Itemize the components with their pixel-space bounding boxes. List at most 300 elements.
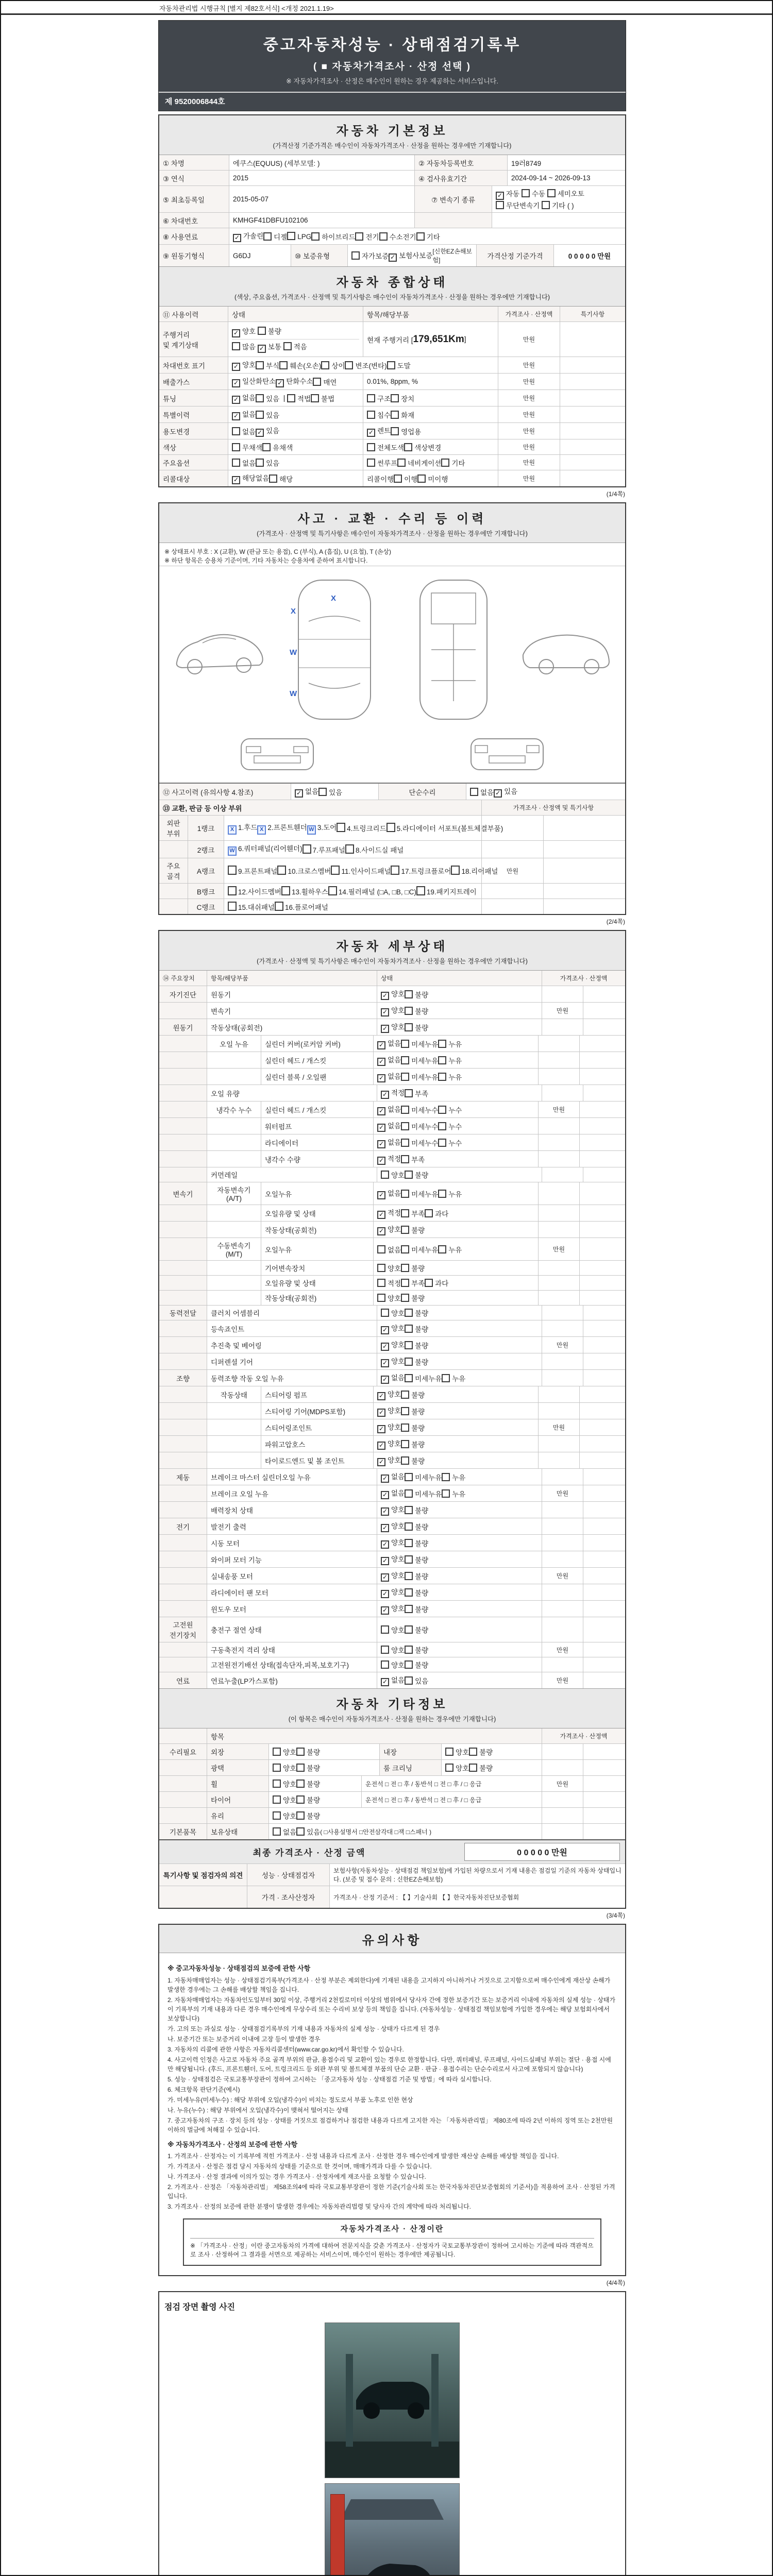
checkbox-checked[interactable] (381, 1606, 389, 1615)
checkbox-checked[interactable] (377, 1058, 385, 1066)
checkbox-checked[interactable] (381, 1678, 389, 1686)
연료누출(LP가스포함)-option[interactable]: ✓ 없음 (381, 1674, 405, 1686)
fuel-option[interactable]: 디젤 (263, 231, 287, 242)
checkbox-checked[interactable] (381, 1008, 389, 1016)
오일유량 및 상태-option[interactable]: 부족 (401, 1208, 425, 1218)
checkbox-checked[interactable] (381, 1524, 389, 1532)
mileage-option[interactable]: 불량 (258, 328, 281, 335)
checkbox-unchecked[interactable] (438, 1190, 446, 1198)
튜닝-option[interactable]: 장치 (391, 393, 414, 403)
checkbox-unchecked[interactable] (441, 459, 449, 467)
checkbox-unchecked[interactable] (367, 459, 375, 467)
checkbox-unchecked[interactable] (401, 1407, 409, 1415)
checkbox-unchecked[interactable] (425, 1279, 433, 1287)
checkbox-unchecked[interactable] (401, 1245, 409, 1253)
checkbox-unchecked[interactable] (401, 1440, 409, 1448)
checkbox-unchecked[interactable] (401, 1073, 409, 1081)
basic-option[interactable]: 있음 (296, 1826, 320, 1837)
checkbox-unchecked[interactable] (391, 394, 399, 402)
색상-option[interactable]: 무채색 (232, 442, 262, 452)
실린더 블록 / 오일팬-option[interactable]: ✓ 없음 (377, 1071, 401, 1082)
브레이크 마스터 실린더오일 누유-option[interactable]: ✓ 없음 (381, 1471, 405, 1483)
유리-option[interactable]: 양호 (273, 1810, 296, 1821)
리콜대상-option[interactable]: 이행 (394, 473, 417, 484)
차대번호 표기-option[interactable]: 변조(변타) (345, 360, 386, 370)
타이로드엔드 및 볼 조인트-option[interactable]: ✓ 양호 (377, 1454, 401, 1466)
checkbox-unchecked[interactable] (351, 251, 360, 260)
충전구 절연 상태-option[interactable]: 불량 (405, 1624, 428, 1635)
변속기-option[interactable]: ✓ 양호 (381, 1005, 405, 1016)
checkbox-unchecked[interactable] (401, 1040, 409, 1048)
checkbox-checked[interactable] (381, 1359, 389, 1367)
내장-option[interactable]: 양호 (445, 1747, 469, 1757)
checkbox-checked[interactable] (232, 379, 240, 387)
checkbox-checked[interactable] (381, 1343, 389, 1351)
발전기 출력-option[interactable]: ✓ 양호 (381, 1520, 405, 1532)
실내송풍 모터-option[interactable]: 불량 (405, 1571, 428, 1581)
checkbox-unchecked[interactable] (425, 1209, 433, 1217)
checkbox-unchecked[interactable] (496, 201, 504, 209)
윈도우 모터-option[interactable]: ✓ 양호 (381, 1603, 405, 1615)
mark-box-x[interactable]: X (257, 825, 266, 835)
checkbox-unchecked[interactable] (445, 1764, 453, 1772)
checkbox-unchecked[interactable] (256, 394, 264, 402)
checkbox-checked[interactable] (377, 1124, 385, 1132)
냉각수 수량-option[interactable]: 부족 (401, 1154, 425, 1164)
mark-box-empty[interactable] (228, 866, 237, 875)
주요옵션-option[interactable]: 없음 (232, 457, 256, 468)
checkbox-unchecked[interactable] (296, 1795, 305, 1804)
checkbox-unchecked[interactable] (377, 1245, 385, 1253)
고전원전기배선 상태(접속단자,피복,보호기구)-option[interactable]: 양호 (381, 1659, 405, 1670)
와이퍼 모터 기능-option[interactable]: 불량 (405, 1554, 428, 1565)
라디에이터-option[interactable]: 누수 (438, 1138, 462, 1148)
튜닝-option[interactable]: 불법 (311, 393, 334, 403)
브레이크 마스터 실린더오일 누유-option[interactable]: 미세누유 (405, 1472, 442, 1482)
checkbox-checked[interactable] (381, 1507, 389, 1516)
transmission-option[interactable]: 무단변속기 (496, 202, 540, 210)
checkbox-checked[interactable] (381, 1091, 389, 1099)
윈도우 모터-option[interactable]: 불량 (405, 1604, 428, 1614)
타이어-option[interactable]: 양호 (273, 1794, 296, 1805)
checkbox-unchecked[interactable] (405, 1646, 413, 1654)
커먼레일-option[interactable]: 불량 (405, 1170, 428, 1180)
연료누출(LP가스포함)-option[interactable]: 있음 (405, 1675, 428, 1686)
checkbox-unchecked[interactable] (377, 1279, 385, 1287)
차대번호 표기-option[interactable]: 부식 (256, 360, 279, 370)
checkbox-checked[interactable] (377, 1107, 385, 1115)
checkbox-unchecked[interactable] (313, 378, 321, 386)
동력조향 작동 오일 누유-option[interactable]: 누유 (442, 1373, 465, 1383)
mark-box-empty[interactable] (386, 823, 395, 832)
배력장치 상태-option[interactable]: 불량 (405, 1505, 428, 1515)
특별이력-option[interactable]: 화재 (391, 410, 414, 420)
checkbox-unchecked[interactable] (321, 361, 329, 369)
checkbox-unchecked[interactable] (405, 1625, 413, 1634)
작동상태(공회전)-option[interactable]: ✓ 양호 (381, 1021, 405, 1033)
튜닝-option[interactable]: 구조 (367, 393, 391, 403)
checkbox-checked[interactable] (381, 1590, 389, 1598)
checkbox-unchecked[interactable] (381, 1309, 389, 1317)
실린더 커버(로커암 커버)-option[interactable]: 누유 (438, 1039, 462, 1049)
브레이크 마스터 실린더오일 누유-option[interactable]: 누유 (442, 1472, 465, 1482)
디퍼렌셜 기어-option[interactable]: ✓ 양호 (381, 1355, 405, 1367)
checkbox-unchecked[interactable] (401, 1294, 409, 1302)
checkbox-unchecked[interactable] (522, 189, 530, 197)
checkbox-unchecked[interactable] (273, 1780, 281, 1788)
checkbox-unchecked[interactable] (401, 1106, 409, 1114)
스티어링 펌프-option[interactable]: 불량 (401, 1389, 425, 1400)
transmission-option[interactable]: 수동 (522, 190, 545, 198)
checkbox-checked[interactable] (233, 234, 241, 242)
라디에이터 팬 모터-option[interactable]: ✓ 양호 (381, 1586, 405, 1598)
simple-repair-option[interactable]: ✓ 있음 (494, 786, 517, 798)
튜닝-option[interactable]: 있음 (256, 393, 279, 403)
checkbox-unchecked[interactable] (256, 459, 264, 467)
checkbox-unchecked[interactable] (401, 1391, 409, 1399)
특별이력-option[interactable]: 침수 (367, 410, 391, 420)
오일 유량-option[interactable]: ✓ 적정 (381, 1087, 405, 1099)
실린더 헤드 / 개스킷-option[interactable]: ✓ 없음 (377, 1054, 401, 1066)
실린더 커버(로커암 커버)-option[interactable]: 미세누유 (401, 1039, 438, 1049)
checkbox-unchecked[interactable] (391, 427, 399, 435)
checkbox-unchecked[interactable] (367, 443, 375, 451)
fuel-option[interactable]: 하이브리드 (311, 231, 355, 242)
checkbox-unchecked[interactable] (417, 474, 426, 483)
checkbox-unchecked[interactable] (438, 1139, 446, 1147)
checkbox-unchecked[interactable] (405, 1506, 413, 1514)
원동기-option[interactable]: 불량 (405, 989, 428, 999)
checkbox-unchecked[interactable] (287, 232, 295, 240)
checkbox-unchecked[interactable] (273, 1811, 281, 1820)
작동상태(공회전)-option[interactable]: 불량 (405, 1022, 428, 1032)
스티어링 펌프-option[interactable]: ✓ 양호 (377, 1388, 401, 1400)
checkbox-checked[interactable] (377, 1041, 385, 1049)
오일유량 및 상태-option[interactable]: ✓ 적정 (377, 1207, 401, 1219)
타이로드엔드 및 볼 조인트-option[interactable]: 불량 (401, 1455, 425, 1466)
checkbox-unchecked[interactable] (438, 1106, 446, 1114)
checkbox-unchecked[interactable] (405, 1171, 413, 1179)
checkbox-checked[interactable] (258, 345, 266, 353)
accident-option[interactable]: ✓ 없음 (295, 786, 318, 798)
실린더 블록 / 오일팬-option[interactable]: 누유 (438, 1072, 462, 1082)
특별이력-option[interactable]: 있음 (256, 410, 279, 420)
스티어링 기어(MDPS포함)-option[interactable]: 불량 (401, 1406, 425, 1416)
checkbox-unchecked[interactable] (401, 1190, 409, 1198)
오일유량 및 상태-option[interactable]: 적정 (377, 1278, 401, 1288)
checkbox-unchecked[interactable] (311, 232, 320, 241)
checkbox-unchecked[interactable] (273, 1795, 281, 1804)
checkbox-unchecked[interactable] (262, 443, 271, 451)
checkbox-unchecked[interactable] (379, 232, 388, 241)
checkbox-unchecked[interactable] (405, 1341, 413, 1349)
클러치 어셈블리-option[interactable]: 양호 (381, 1308, 405, 1318)
checkbox-checked[interactable] (232, 476, 240, 484)
유리-option[interactable]: 불량 (296, 1810, 320, 1821)
냉각수 수량-option[interactable]: ✓ 적정 (377, 1153, 401, 1165)
튜닝-option[interactable]: ✓ 없음 (232, 392, 256, 404)
오일누유-option[interactable]: 미세누유 (401, 1189, 438, 1199)
checkbox-unchecked[interactable] (401, 1226, 409, 1234)
리콜대상-option[interactable]: ✓ 해당없음 (232, 472, 269, 484)
checkbox-unchecked[interactable] (438, 1056, 446, 1064)
checkbox-unchecked[interactable] (401, 1155, 409, 1163)
checkbox-checked[interactable] (377, 1227, 385, 1235)
mark-box-empty[interactable] (345, 844, 354, 854)
checkbox-unchecked[interactable] (256, 411, 264, 419)
checkbox-unchecked[interactable] (416, 232, 425, 241)
checkbox-checked[interactable] (377, 1140, 385, 1148)
checkbox-unchecked[interactable] (438, 1122, 446, 1130)
checkbox-checked[interactable] (377, 1211, 385, 1219)
룸 크리닝-option[interactable]: 불량 (469, 1762, 493, 1773)
주요옵션-option[interactable]: 기타 (441, 457, 465, 468)
타이어-option[interactable]: 불량 (296, 1794, 320, 1805)
transmission-option[interactable]: 기타 ( ) (542, 202, 574, 210)
용도변경-option[interactable]: 없음 (232, 426, 256, 436)
광택-option[interactable]: 불량 (296, 1762, 320, 1773)
checkbox-checked[interactable] (496, 192, 504, 200)
checkbox-unchecked[interactable] (405, 1023, 413, 1031)
checkbox-unchecked[interactable] (405, 1605, 413, 1613)
내장-option[interactable]: 불량 (469, 1747, 493, 1757)
checkbox-unchecked[interactable] (405, 1555, 413, 1564)
checkbox-unchecked[interactable] (296, 1748, 305, 1756)
transmission-option[interactable]: 세미오토 (547, 190, 584, 198)
스티어링조인트-option[interactable]: 불량 (401, 1422, 425, 1433)
mark-box-empty[interactable] (303, 844, 311, 854)
checkbox-unchecked[interactable] (405, 1374, 413, 1382)
디퍼렌셜 기어-option[interactable]: 불량 (405, 1357, 428, 1367)
고전원전기배선 상태(접속단자,피복,보호기구)-option[interactable]: 불량 (405, 1659, 428, 1670)
checkbox-unchecked[interactable] (381, 1625, 389, 1634)
브레이크 오일 누유-option[interactable]: 미세누유 (405, 1488, 442, 1499)
checkbox-unchecked[interactable] (405, 990, 413, 998)
오일누유-option[interactable]: 미세누유 (401, 1244, 438, 1255)
차대번호 표기-option[interactable]: 상이 (321, 360, 345, 370)
checkbox-unchecked[interactable] (404, 443, 412, 451)
오일누유-option[interactable]: ✓ 없음 (377, 1188, 401, 1199)
checkbox-unchecked[interactable] (232, 342, 240, 350)
mark-box-empty[interactable] (337, 823, 345, 832)
mark-box-w[interactable]: W (307, 825, 316, 835)
checkbox-unchecked[interactable] (405, 1358, 413, 1366)
오일유량 및 상태-option[interactable]: 부족 (401, 1278, 425, 1288)
checkbox-checked[interactable] (389, 253, 397, 262)
배출가스-option[interactable]: ✓ 탄화수소 (276, 376, 313, 387)
주요옵션-option[interactable]: 네비게이션 (397, 457, 441, 468)
checkbox-unchecked[interactable] (405, 1489, 413, 1498)
작동상태(공회전)-option[interactable]: 불량 (401, 1293, 425, 1303)
브레이크 오일 누유-option[interactable]: ✓ 없음 (381, 1487, 405, 1499)
mileage-option[interactable]: ✓ 보통 (258, 343, 281, 351)
checkbox-checked[interactable] (232, 396, 240, 404)
실린더 헤드 / 개스킷-option[interactable]: 미세누유 (401, 1055, 438, 1065)
원동기-option[interactable]: ✓ 양호 (381, 988, 405, 1000)
checkbox-unchecked[interactable] (256, 361, 264, 369)
checkbox-unchecked[interactable] (232, 459, 240, 467)
checkbox-checked[interactable] (377, 1392, 385, 1400)
checkbox-unchecked[interactable] (318, 788, 327, 796)
오일유량 및 상태-option[interactable]: 과다 (425, 1208, 448, 1218)
checkbox-unchecked[interactable] (263, 232, 272, 241)
checkbox-unchecked[interactable] (296, 1811, 305, 1820)
transmission-option[interactable]: ✓자동 (496, 190, 519, 198)
주요옵션-option[interactable]: 있음 (256, 457, 279, 468)
checkbox-unchecked[interactable] (405, 1007, 413, 1015)
checkbox-unchecked[interactable] (296, 1764, 305, 1772)
mileage-option[interactable]: ✓양호 (232, 328, 256, 335)
주요옵션-option[interactable]: 썬루프 (367, 457, 397, 468)
구동축전지 격리 상태-option[interactable]: 양호 (381, 1645, 405, 1655)
기어변속장치-option[interactable]: 양호 (377, 1263, 401, 1273)
fuel-option[interactable]: LPG (287, 232, 311, 241)
차대번호 표기-option[interactable]: ✓ 양호 (232, 359, 256, 371)
워터펌프-option[interactable]: 미세누수 (401, 1121, 438, 1131)
용도변경-option[interactable]: ✓ 있음 (256, 425, 279, 437)
mark-box-empty[interactable] (275, 902, 283, 911)
checkbox-checked[interactable] (377, 1425, 385, 1433)
checkbox-unchecked[interactable] (401, 1456, 409, 1465)
checkbox-unchecked[interactable] (438, 1040, 446, 1048)
checkbox-unchecked[interactable] (232, 427, 240, 435)
checkbox-unchecked[interactable] (405, 1660, 413, 1669)
checkbox-unchecked[interactable] (405, 1522, 413, 1531)
checkbox-unchecked[interactable] (367, 411, 375, 419)
mark-box-x[interactable]: X (228, 825, 237, 835)
mark-box-empty[interactable] (328, 886, 337, 895)
실린더 블록 / 오일팬-option[interactable]: 미세누유 (401, 1072, 438, 1082)
checkbox-unchecked[interactable] (547, 189, 556, 197)
클러치 어셈블리-option[interactable]: 불량 (405, 1308, 428, 1318)
checkbox-unchecked[interactable] (381, 1660, 389, 1669)
리콜대상-option[interactable]: 해당 (269, 473, 293, 484)
휠-option[interactable]: 양호 (273, 1778, 296, 1789)
오일유량 및 상태-option[interactable]: 과다 (425, 1278, 448, 1288)
mark-box-w[interactable]: W (228, 846, 237, 856)
추진축 및 베어링-option[interactable]: 불량 (405, 1340, 428, 1350)
외장-option[interactable]: 불량 (296, 1747, 320, 1757)
구동축전지 격리 상태-option[interactable]: 불량 (405, 1645, 428, 1655)
mileage-option[interactable]: 많음 (232, 343, 256, 351)
checkbox-unchecked[interactable] (438, 1245, 446, 1253)
checkbox-unchecked[interactable] (311, 394, 319, 402)
용도변경-option[interactable]: ✓ 렌트 (367, 425, 391, 437)
checkbox-unchecked[interactable] (405, 1309, 413, 1317)
checkbox-unchecked[interactable] (283, 342, 292, 350)
checkbox-unchecked[interactable] (401, 1264, 409, 1272)
checkbox-unchecked[interactable] (355, 232, 363, 241)
checkbox-unchecked[interactable] (273, 1764, 281, 1772)
변속기-option[interactable]: 불량 (405, 1006, 428, 1016)
등속죠인트-option[interactable]: 불량 (405, 1324, 428, 1334)
checkbox-unchecked[interactable] (397, 459, 406, 467)
checkbox-checked[interactable] (381, 1376, 389, 1384)
checkbox-unchecked[interactable] (345, 361, 353, 369)
실린더 커버(로커암 커버)-option[interactable]: ✓ 없음 (377, 1038, 401, 1049)
fuel-option[interactable]: 기타 (416, 231, 440, 242)
mark-box-empty[interactable] (331, 866, 340, 875)
라디에이터 팬 모터-option[interactable]: 불량 (405, 1587, 428, 1598)
simple-repair-option[interactable]: 없음 (470, 787, 494, 797)
광택-option[interactable]: 양호 (273, 1762, 296, 1773)
warranty-option[interactable]: ✓ 보험사보증 (389, 250, 432, 262)
checkbox-unchecked[interactable] (367, 394, 375, 402)
checkbox-checked[interactable] (381, 1025, 389, 1033)
작동상태(공회전)-option[interactable]: 불량 (401, 1225, 425, 1235)
checkbox-unchecked[interactable] (442, 1374, 450, 1382)
파워고압호스-option[interactable]: 불량 (401, 1439, 425, 1449)
커먼레일-option[interactable]: 양호 (381, 1170, 405, 1180)
등속죠인트-option[interactable]: ✓ 양호 (381, 1323, 405, 1334)
checkbox-checked[interactable] (381, 1326, 389, 1334)
checkbox-unchecked[interactable] (405, 1473, 413, 1481)
오일누유-option[interactable]: 누유 (438, 1244, 462, 1255)
라디에이터-option[interactable]: ✓ 없음 (377, 1137, 401, 1148)
checkbox-unchecked[interactable] (442, 1489, 450, 1498)
checkbox-unchecked[interactable] (391, 411, 399, 419)
차대번호 표기-option[interactable]: 훼손(오손) (279, 360, 321, 370)
mark-box-empty[interactable] (391, 866, 399, 875)
checkbox-unchecked[interactable] (470, 788, 478, 796)
checkbox-unchecked[interactable] (405, 1089, 413, 1097)
리콜대상-option[interactable]: 미이행 (417, 473, 448, 484)
스티어링조인트-option[interactable]: ✓ 양호 (377, 1421, 401, 1433)
워터펌프-option[interactable]: 누수 (438, 1121, 462, 1131)
checkbox-unchecked[interactable] (296, 1780, 305, 1788)
fuel-option[interactable]: 전기 (355, 231, 379, 242)
checkbox-unchecked[interactable] (469, 1764, 477, 1772)
checkbox-unchecked[interactable] (377, 1264, 385, 1272)
checkbox-unchecked[interactable] (401, 1279, 409, 1287)
mark-box-empty[interactable] (281, 886, 290, 895)
fuel-option[interactable]: ✓ 가솔린 (233, 230, 263, 242)
특별이력-option[interactable]: ✓ 없음 (232, 409, 256, 420)
mark-box-empty[interactable] (416, 886, 425, 895)
checkbox-unchecked[interactable] (469, 1748, 477, 1756)
휠-option[interactable]: 불량 (296, 1778, 320, 1789)
실린더 헤드 / 개스킷-option[interactable]: 누수 (438, 1105, 462, 1115)
라디에이터-option[interactable]: 미세누수 (401, 1138, 438, 1148)
충전구 절연 상태-option[interactable]: 양호 (381, 1624, 405, 1635)
checkbox-unchecked[interactable] (394, 474, 402, 483)
checkbox-checked[interactable] (232, 412, 240, 420)
checkbox-checked[interactable] (377, 1458, 385, 1466)
추진축 및 베어링-option[interactable]: ✓ 양호 (381, 1339, 405, 1351)
checkbox-unchecked[interactable] (279, 361, 288, 369)
파워고압호스-option[interactable]: ✓ 양호 (377, 1438, 401, 1450)
동력조향 작동 오일 누유-option[interactable]: ✓ 없음 (381, 1372, 405, 1384)
checkbox-checked[interactable] (381, 1557, 389, 1565)
발전기 출력-option[interactable]: 불량 (405, 1521, 428, 1532)
checkbox-unchecked[interactable] (232, 443, 240, 451)
checkbox-checked[interactable] (381, 1475, 389, 1483)
실린더 헤드 / 개스킷-option[interactable]: 미세누수 (401, 1105, 438, 1115)
accident-option[interactable]: 있음 (318, 787, 342, 797)
동력조향 작동 오일 누유-option[interactable]: 미세누유 (405, 1373, 442, 1383)
checkbox-unchecked[interactable] (377, 1294, 385, 1302)
mileage-option[interactable]: 적음 (283, 343, 307, 351)
mark-box-empty[interactable] (451, 866, 460, 875)
시동 모터-option[interactable]: 불량 (405, 1538, 428, 1548)
checkbox-checked[interactable] (377, 1191, 385, 1199)
checkbox-checked[interactable] (232, 363, 240, 371)
차대번호 표기-option[interactable]: 도말 (387, 360, 411, 370)
checkbox-checked[interactable] (494, 789, 502, 798)
checkbox-checked[interactable] (232, 329, 240, 337)
checkbox-unchecked[interactable] (438, 1073, 446, 1081)
checkbox-checked[interactable] (381, 992, 389, 1000)
